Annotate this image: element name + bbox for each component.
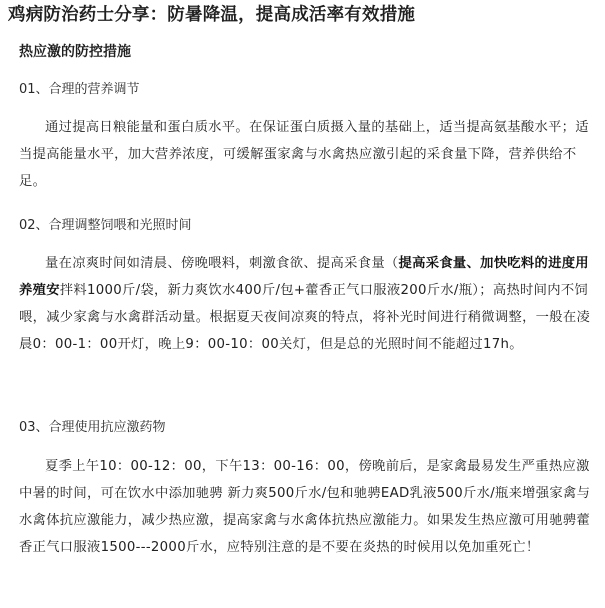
- item-paragraph-2: [19, 250, 595, 358]
- item-heading-1: 01、合理的营养调节: [19, 82, 140, 97]
- paragraph-2-bold-text: 提高采食量、加快吃料的进度用养殖安: [19, 256, 589, 298]
- paragraph-2-text-a: 量在凉爽时间如清晨、傍晚喂料，刺激食欲、提高采食量（: [45, 256, 399, 271]
- paragraph-2-text-b: 拌料1000斤/袋，新力爽饮水400斤/包+藿香正气口服液200斤水/瓶）；高热时间内不饲喂，减少家禽与水禽群活动量。根据夏天夜间凉爽的特点，将补光时间进行稍微调整，一般在凌晨0：00-1：00开灯，晚上9：00-10：00关灯，但是总的光照时间不能超过17h。: [19, 283, 591, 352]
- section-title: 热应激的防控措施: [19, 44, 131, 60]
- item-heading-3: 03、合理使用抗应激药物: [19, 420, 166, 435]
- item-heading-2: 02、合理调整饲喂和光照时间: [19, 218, 192, 233]
- article-title: 鸡病防治药士分享：防暑降温，提高成活率有效措施: [8, 5, 416, 25]
- item-paragraph-3: 夏季上午10：00-12：00，下午13：00-16：00，傍晚前后，是家禽最易发生严重热应激中暑的时间，可在饮水中添加驰骋 新力爽500斤水/包和驰骋EAD乳液500斤水/瓶来增强家禽与水禽体抗应激能力，减少热应激，提高家禽与水禽体抗热应激能力。如果发生热应激可用驰骋藿香正气口服液1500---2000斤水，应特别注意的是不要在炎热的时候用以免加重死亡！: [19, 459, 591, 555]
- item-paragraph-1: 通过提高日粮能量和蛋白质水平。在保证蛋白质摄入量的基础上，适当提高氨基酸水平；适当提高能量水平，加大营养浓度，可缓解蛋家禽与水禽热应激引起的采食量下降，营养供给不足。: [19, 120, 589, 189]
